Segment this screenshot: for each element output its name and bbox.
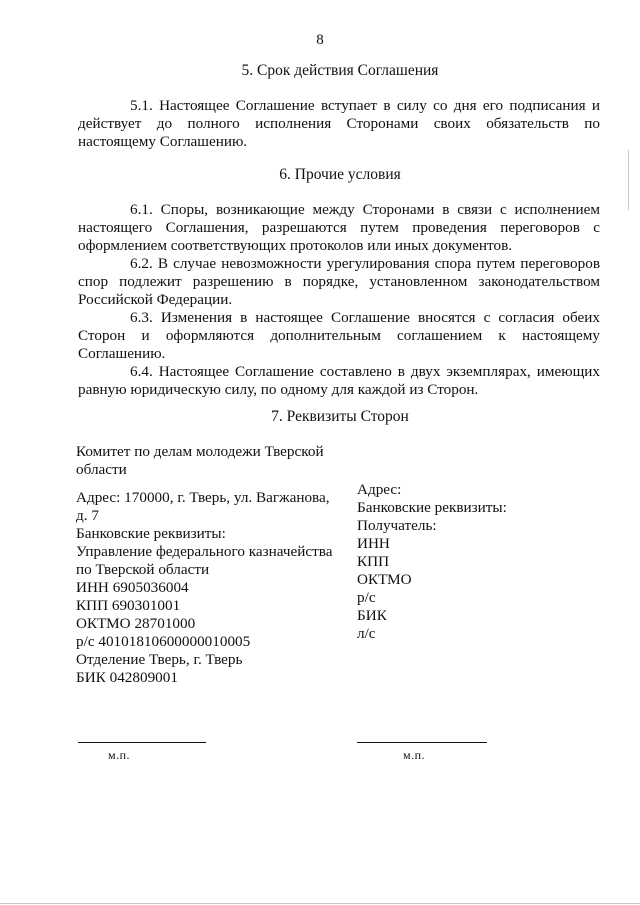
- left-party-details: [76, 443, 333, 687]
- right-party-corr-account: л/с: [357, 625, 376, 642]
- right-party-recipient: Получатель:: [357, 517, 437, 534]
- section-5-title: 5. Срок действия Соглашения: [241, 62, 439, 79]
- right-party-address: Адрес:: [357, 481, 402, 498]
- right-party-oktmo: ОКТМО: [357, 571, 412, 588]
- left-stamp-label: м.п.: [108, 748, 131, 762]
- left-party-address-line2: д. 7: [76, 507, 99, 524]
- right-party-bik: БИК: [357, 607, 387, 624]
- left-party-name-line1: Комитет по делам молодежи Тверской: [76, 443, 324, 460]
- paragraph-6-2: 6.2. В случае невозможности урегулирования спора путем переговоров спор подлежит разрешению в порядке, установленном законодательством Российской Федерации.: [78, 255, 600, 308]
- left-party-inn: ИНН 6905036004: [76, 579, 189, 596]
- paragraph-6-1: 6.1. Споры, возникающие между Сторонами в связи с исполнением настоящего Соглашения, разрешаются путем проведения переговоров с оформлением соответствующих протоколов или иных документов.: [78, 201, 600, 254]
- page-number: 8: [316, 32, 324, 48]
- left-party-recipient-line2: по Тверской области: [76, 561, 210, 578]
- section-7-title: 7. Реквизиты Сторон: [271, 408, 409, 425]
- right-stamp-label: м.п.: [403, 748, 426, 762]
- right-signature-line: [357, 742, 487, 743]
- right-party-details: [357, 481, 507, 643]
- left-party-name-line2: области: [76, 461, 127, 478]
- left-party-oktmo: ОКТМО 28701000: [76, 615, 196, 632]
- right-party-inn: ИНН: [357, 535, 390, 552]
- left-party-branch: Отделение Тверь, г. Тверь: [76, 651, 243, 668]
- left-party-address-line1: Адрес: 170000, г. Тверь, ул. Вагжанова,: [76, 489, 330, 506]
- right-party-account: р/с: [357, 589, 376, 606]
- section-6-title: 6. Прочие условия: [279, 166, 401, 183]
- paragraph-6-3: 6.3. Изменения в настоящее Соглашение вносятся с согласия обеих Сторон и оформляются дополнительным соглашением к настоящему Соглашению.: [78, 309, 600, 362]
- right-party-kpp: КПП: [357, 553, 390, 570]
- left-party-kpp: КПП 690301001: [76, 597, 181, 614]
- left-party-recipient-line1: Управление федерального казначейства: [76, 543, 333, 560]
- left-party-bik: БИК 042809001: [76, 669, 178, 686]
- left-party-account: р/с 40101810600000010005: [76, 633, 251, 650]
- paragraph-5-1: 5.1. Настоящее Соглашение вступает в силу со дня его подписания и действует до полного исполнения Сторонами своих обязательств по настоящему Соглашению.: [78, 97, 600, 150]
- left-party-bank-details: Банковские реквизиты:: [76, 525, 226, 542]
- right-party-bank-details: Банковские реквизиты:: [357, 499, 507, 516]
- scan-edge-mark: [628, 150, 629, 210]
- scan-bottom-edge: [0, 903, 640, 904]
- left-signature-line: [78, 742, 206, 743]
- paragraph-6-4: 6.4. Настоящее Соглашение составлено в двух экземплярах, имеющих равную юридическую силу, по одному для каждой из Сторон.: [78, 363, 600, 398]
